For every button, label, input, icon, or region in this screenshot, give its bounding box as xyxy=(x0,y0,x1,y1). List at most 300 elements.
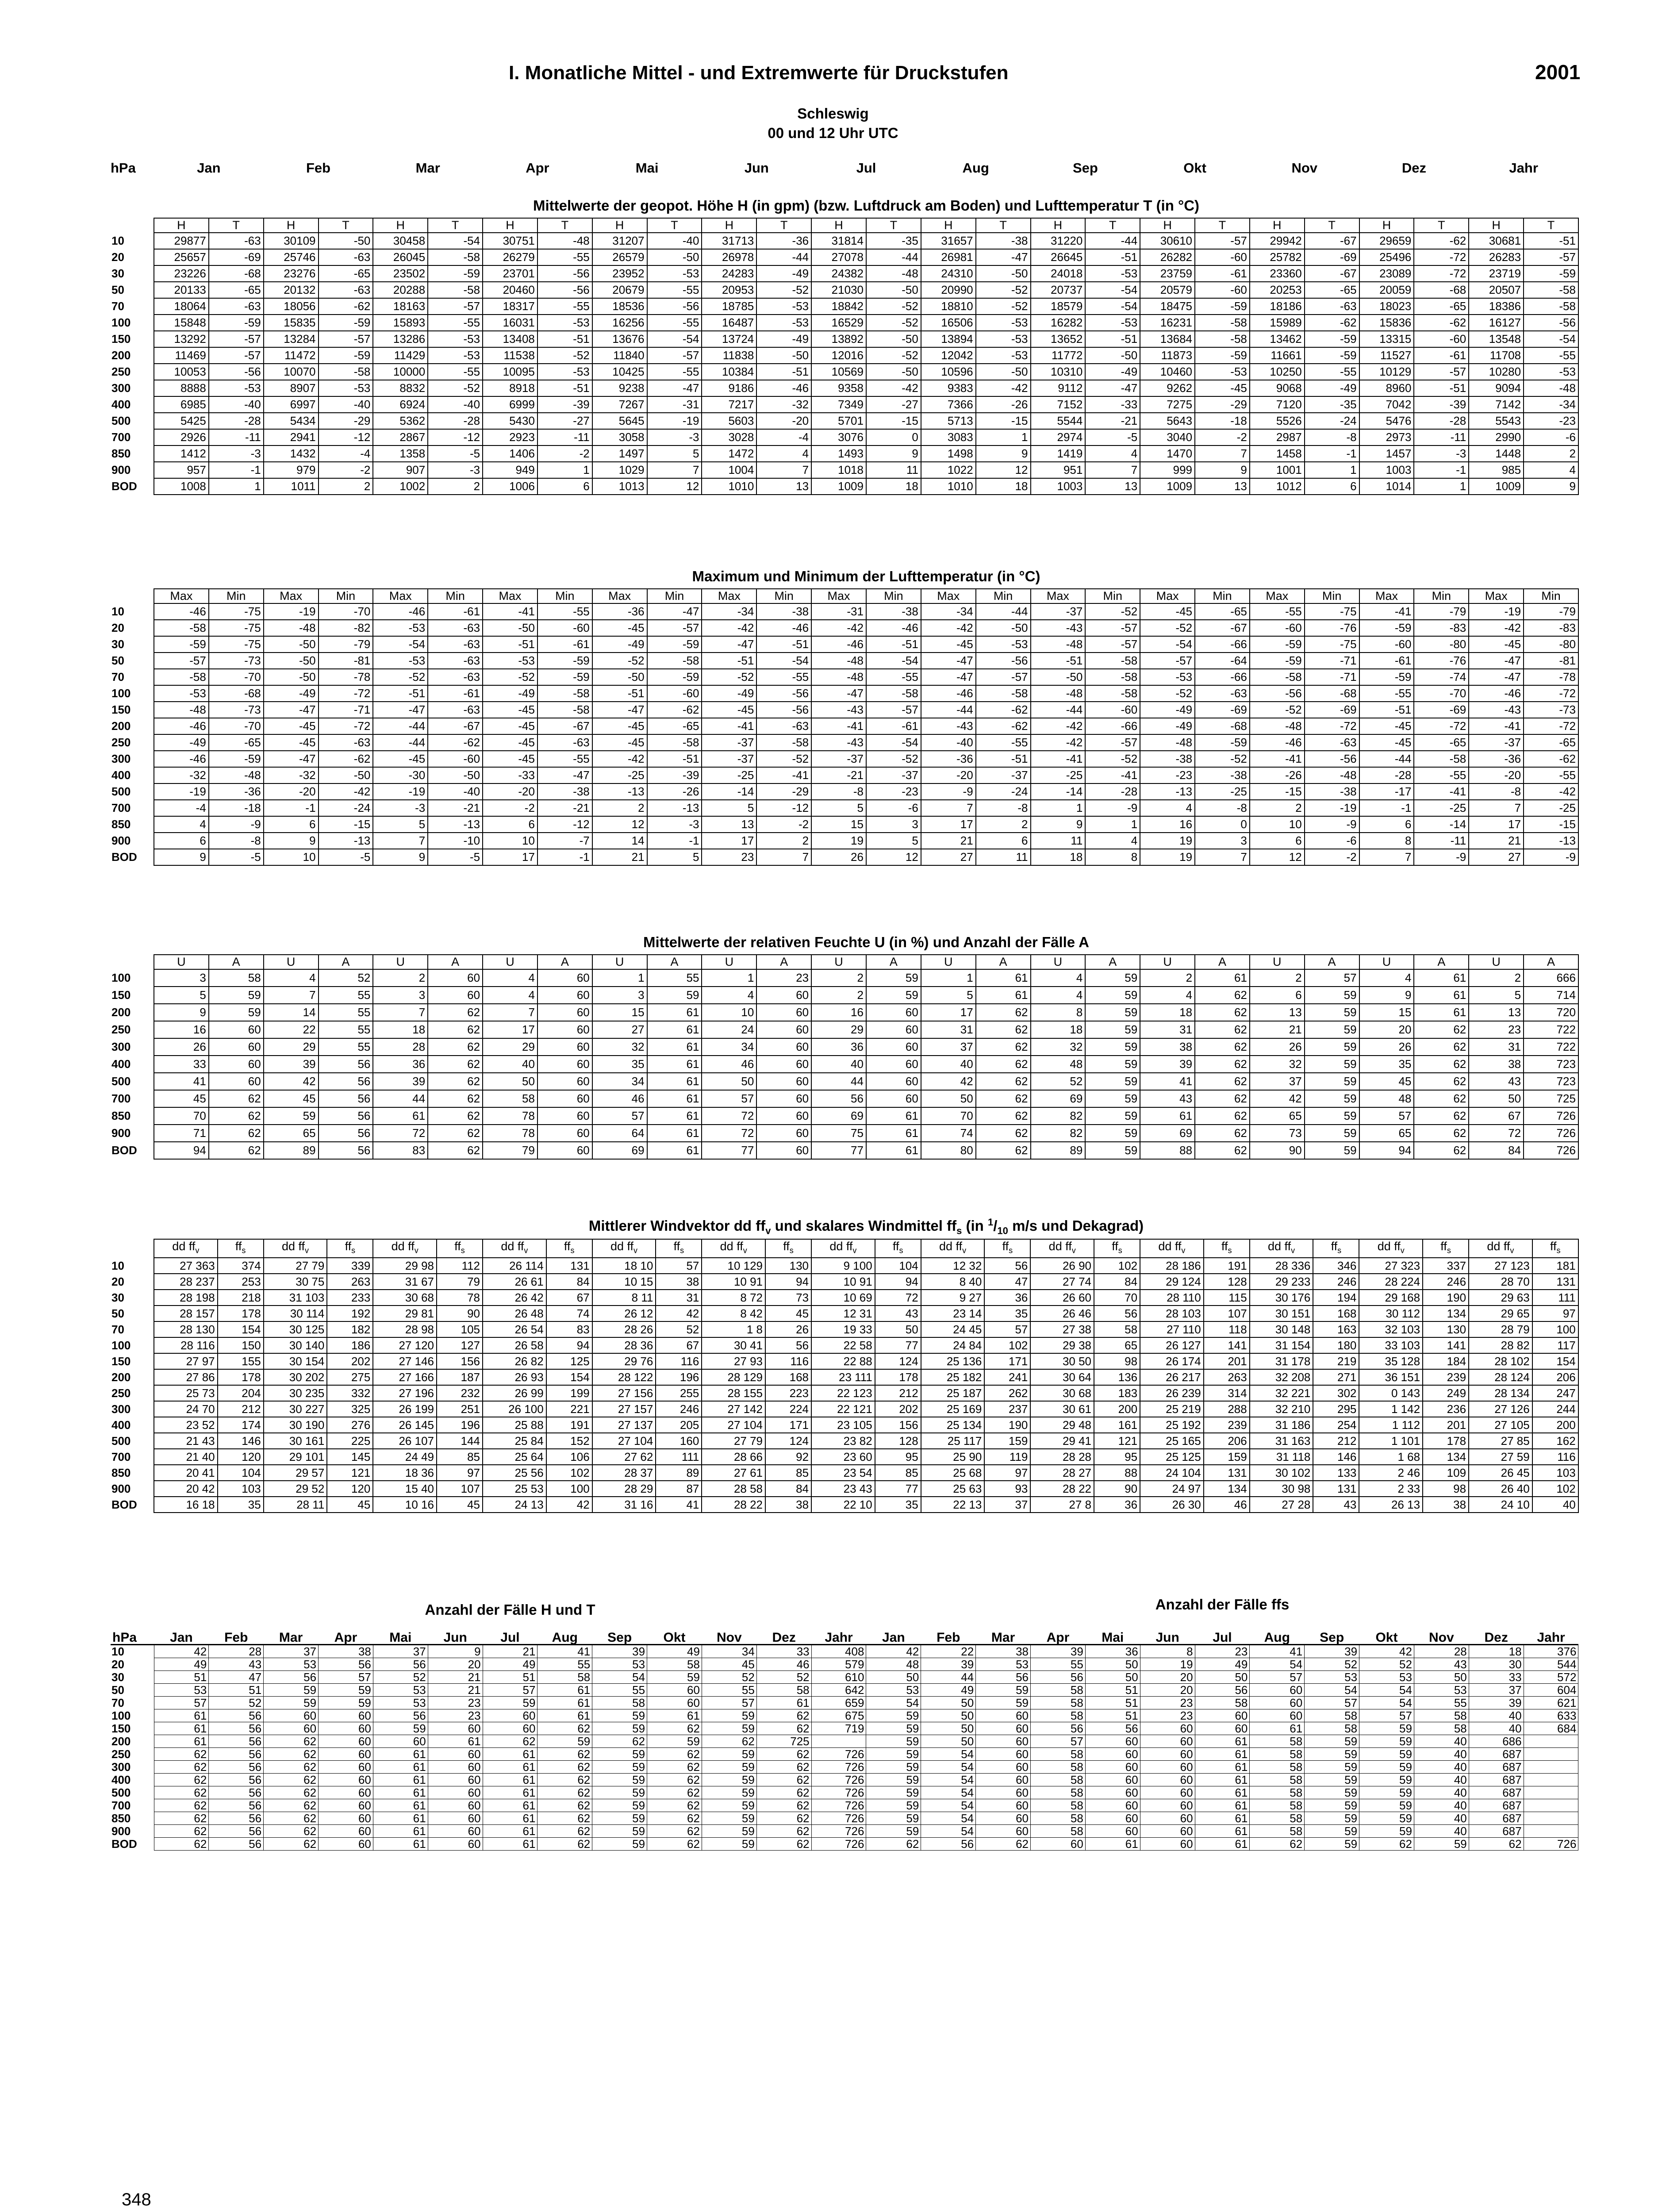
temp-ext-cell: -52 xyxy=(592,653,647,669)
wind-cell: 29 101 xyxy=(264,1449,327,1465)
table-row xyxy=(111,1774,1578,1786)
counts-ht-cell: 60 xyxy=(483,1722,537,1735)
geopot-cell: 20059 xyxy=(1359,282,1414,298)
counts-ffs-cell: 61 xyxy=(1195,1774,1250,1786)
geopot-cell: -60 xyxy=(1414,331,1469,347)
table-row xyxy=(111,1838,1578,1851)
geopot-cell: 25746 xyxy=(264,249,319,265)
geopot-temperature-table xyxy=(111,218,1579,495)
temp-ext-col-header: Min xyxy=(1414,589,1469,603)
geopot-cell: -52 xyxy=(428,380,483,396)
wind-cell: 254 xyxy=(1313,1417,1359,1433)
temp-ext-cell: -64 xyxy=(1195,653,1250,669)
temp-ext-cell: -6 xyxy=(866,800,921,816)
humidity-cell: 5 xyxy=(154,987,209,1004)
geopot-cell: 10000 xyxy=(373,364,428,380)
geopot-cell: -53 xyxy=(1524,364,1578,380)
counts-ffs-cell: 56 xyxy=(1031,1722,1086,1735)
wind-cell: 12 31 xyxy=(811,1306,875,1321)
counts-ht-cell: 62 xyxy=(154,1838,209,1851)
geopot-cell: 18785 xyxy=(702,298,756,315)
geopot-cell: 1406 xyxy=(483,445,537,462)
table-row xyxy=(111,298,1578,315)
geopot-cell: -5 xyxy=(1085,429,1140,445)
humidity-cell: 60 xyxy=(537,1107,592,1125)
table-row xyxy=(111,1449,1578,1465)
table-row xyxy=(111,1274,1578,1290)
wind-cell: 102 xyxy=(984,1337,1030,1353)
temp-ext-cell: 5 xyxy=(702,800,756,816)
geopot-cell: -56 xyxy=(537,265,592,282)
counts-ffs-cell: 61 xyxy=(1195,1825,1250,1838)
geopot-cell: -69 xyxy=(209,249,264,265)
counts-ffs-cell: 50 xyxy=(921,1697,976,1709)
counts-ht-cell: 62 xyxy=(756,1748,811,1761)
temp-ext-cell: -70 xyxy=(209,718,264,734)
wind-cell: 28 36 xyxy=(592,1337,656,1353)
humidity-cell: 18 xyxy=(373,1021,428,1038)
humidity-cell: 60 xyxy=(537,1090,592,1107)
humidity-cell: 62 xyxy=(1414,1090,1469,1107)
wind-level-label: 30 xyxy=(111,1291,124,1305)
humidity-cell: 4 xyxy=(1031,969,1086,987)
wind-cell: 28 336 xyxy=(1250,1258,1313,1274)
temp-ext-cell: 19 xyxy=(1140,849,1195,865)
wind-cell: 134 xyxy=(1423,1306,1469,1321)
temp-ext-cell: -30 xyxy=(373,767,428,783)
geopot-cell: 26981 xyxy=(921,249,976,265)
geopot-cell: -6 xyxy=(1524,429,1578,445)
humidity-cell: 62 xyxy=(1414,1142,1469,1159)
counts-ffs-cell: 58 xyxy=(1031,1748,1086,1761)
temp-ext-cell: -45 xyxy=(1140,603,1195,620)
wind-cell: 30 114 xyxy=(264,1306,327,1321)
wind-title-part-4: m/s und Dekagrad) xyxy=(1008,1217,1144,1234)
geopot-cell: 21030 xyxy=(811,282,866,298)
geopot-cell: 18064 xyxy=(154,298,209,315)
humidity-cell: 59 xyxy=(1305,1142,1359,1159)
wind-cell: 29 48 xyxy=(1030,1417,1094,1433)
humidity-cell: 32 xyxy=(592,1038,647,1056)
humidity-cell: 55 xyxy=(319,1004,373,1021)
wind-cell: 27 38 xyxy=(1030,1321,1094,1337)
temp-ext-cell: -52 xyxy=(1085,603,1140,620)
counts-ht-cell: 62 xyxy=(647,1838,702,1851)
counts-ffs-cell: 59 xyxy=(1305,1748,1359,1761)
wind-col-header-vector: dd $ff_v$ xyxy=(1469,1239,1532,1258)
temp-ext-cell: -12 xyxy=(756,800,811,816)
temp-ext-cell: -53 xyxy=(1140,669,1195,685)
geopot-cell: 1003 xyxy=(1031,478,1086,495)
temp-ext-cell: -50 xyxy=(1031,669,1086,685)
temp-ext-cell: -57 xyxy=(866,702,921,718)
counts-ffs-cell: 572 xyxy=(1524,1671,1578,1684)
humidity-cell: 60 xyxy=(866,1056,921,1073)
geopot-cell: 5425 xyxy=(154,413,209,429)
wind-title-denominator: 10 xyxy=(997,1225,1008,1237)
counts-ht-cell: 60 xyxy=(319,1799,373,1812)
geopot-cell: -53 xyxy=(756,298,811,315)
temp-ext-cell: -17 xyxy=(1359,783,1414,800)
geopot-cell: -18 xyxy=(1195,413,1250,429)
temp-ext-cell: -70 xyxy=(209,669,264,685)
counts-ht-cell: 57 xyxy=(154,1697,209,1709)
temp-ext-cell: -20 xyxy=(1469,767,1524,783)
table-row xyxy=(111,380,1578,396)
geopot-cell: 18023 xyxy=(1359,298,1414,315)
counts-level-label: 70 xyxy=(111,1696,124,1709)
humidity-cell: 60 xyxy=(209,1056,264,1073)
temp-ext-cell: 1 xyxy=(1085,816,1140,833)
temp-ext-cell: -44 xyxy=(976,603,1031,620)
geopot-cell: 1029 xyxy=(592,462,647,478)
temp-ext-cell: -45 xyxy=(1469,636,1524,653)
geopot-level-label: 30 xyxy=(111,267,124,280)
wind-cell: 121 xyxy=(327,1465,373,1481)
geopot-cell: 9094 xyxy=(1469,380,1524,396)
humidity-cell: 24 xyxy=(702,1021,756,1038)
geopot-cell: 11429 xyxy=(373,347,428,364)
geopot-cell: 9068 xyxy=(1250,380,1305,396)
geopot-cell: -52 xyxy=(866,298,921,315)
counts-ffs-cell: 60 xyxy=(1195,1709,1250,1722)
geopot-col-header: T xyxy=(209,218,264,233)
wind-cell: 104 xyxy=(218,1465,264,1481)
counts-ht-month-header: Mar xyxy=(264,1632,319,1645)
wind-level-label: 400 xyxy=(111,1418,131,1432)
geopot-cell: -44 xyxy=(756,249,811,265)
wind-cell: 27 105 xyxy=(1469,1417,1532,1433)
humidity-cell: 4 xyxy=(483,987,537,1004)
wind-cell: 73 xyxy=(765,1290,811,1306)
wind-cell: 90 xyxy=(1094,1481,1140,1497)
geopot-cell: -50 xyxy=(1085,347,1140,364)
geopot-cell: 4 xyxy=(756,445,811,462)
temp-ext-cell: -66 xyxy=(1085,718,1140,734)
temp-ext-cell: -21 xyxy=(428,800,483,816)
wind-cell: 156 xyxy=(437,1353,483,1369)
geopot-col-header: T xyxy=(1195,218,1250,233)
counts-ht-cell: 62 xyxy=(756,1709,811,1722)
temp-ext-cell: 8 xyxy=(1359,833,1414,849)
temp-ext-cell: -59 xyxy=(209,751,264,767)
geopot-cell: 29942 xyxy=(1250,233,1305,249)
geopot-cell: 9 xyxy=(976,445,1031,462)
year-label: 2001 xyxy=(1535,61,1581,84)
counts-ht-cell: 62 xyxy=(756,1838,811,1851)
wind-title-sub-s: s xyxy=(956,1225,962,1237)
humidity-cell: 56 xyxy=(319,1073,373,1090)
geopot-cell: 20132 xyxy=(264,282,319,298)
temp-ext-cell: -68 xyxy=(1195,718,1250,734)
counts-ffs-cell: 58 xyxy=(1250,1748,1305,1761)
humidity-cell: 62 xyxy=(428,1107,483,1125)
humidity-cell: 72 xyxy=(373,1125,428,1142)
wind-level-label: 10 xyxy=(111,1259,124,1273)
humidity-cell: 56 xyxy=(319,1125,373,1142)
humidity-cell: 31 xyxy=(921,1021,976,1038)
humidity-cell: 46 xyxy=(702,1056,756,1073)
geopot-cell: -67 xyxy=(1305,233,1359,249)
counts-ht-month-header: Okt xyxy=(647,1632,702,1645)
temp-ext-cell: -55 xyxy=(1414,767,1469,783)
wind-cell: 26 13 xyxy=(1359,1497,1423,1513)
temp-ext-cell: -46 xyxy=(154,603,209,620)
humidity-cell: 89 xyxy=(1031,1142,1086,1159)
geopot-cell: 10460 xyxy=(1140,364,1195,380)
wind-cell: 28 157 xyxy=(154,1306,218,1321)
humidity-col-header: U xyxy=(811,955,866,969)
geopot-cell: 11772 xyxy=(1031,347,1086,364)
geopot-cell: 15848 xyxy=(154,315,209,331)
humidity-level-label: 500 xyxy=(111,1075,131,1088)
wind-cell: 83 xyxy=(546,1321,592,1337)
humidity-cell: 720 xyxy=(1524,1004,1578,1021)
humidity-cell: 16 xyxy=(154,1021,209,1038)
temp-ext-cell: 26 xyxy=(811,849,866,865)
geopot-col-header: H xyxy=(921,218,976,233)
temp-ext-cell: -58 xyxy=(647,653,702,669)
counts-ht-cell: 21 xyxy=(483,1645,537,1658)
counts-ht-cell: 610 xyxy=(811,1671,866,1684)
wind-cell: 183 xyxy=(1094,1385,1140,1401)
wind-cell: 10 91 xyxy=(811,1274,875,1290)
counts-ht-cell: 38 xyxy=(319,1645,373,1658)
geopot-cell: -57 xyxy=(319,331,373,347)
wind-cell: 95 xyxy=(1094,1449,1140,1465)
humidity-cell: 61 xyxy=(647,1021,702,1038)
wind-cell: 302 xyxy=(1313,1385,1359,1401)
temp-ext-cell: -45 xyxy=(373,751,428,767)
wind-col-header-scalar: $ff_s$ xyxy=(1094,1239,1140,1258)
geopot-cell: 6 xyxy=(537,478,592,495)
humidity-cell: 58 xyxy=(483,1090,537,1107)
humidity-col-header: U xyxy=(483,955,537,969)
temp-ext-cell: -80 xyxy=(1524,636,1578,653)
geopot-cell: -29 xyxy=(1195,396,1250,413)
temp-ext-cell: -58 xyxy=(1085,669,1140,685)
temp-ext-cell: 6 xyxy=(1250,833,1305,849)
counts-ht-cell: 62 xyxy=(154,1786,209,1799)
wind-cell: 30 176 xyxy=(1250,1290,1313,1306)
temp-ext-cell: -72 xyxy=(319,718,373,734)
geopot-cell: -55 xyxy=(537,249,592,265)
counts-ht-cell: 62 xyxy=(154,1799,209,1812)
wind-cell: 22 123 xyxy=(811,1385,875,1401)
geopot-cell: 949 xyxy=(483,462,537,478)
wind-cell: 29 57 xyxy=(264,1465,327,1481)
wind-cell: 28 58 xyxy=(702,1481,765,1497)
geopot-cell: 1432 xyxy=(264,445,319,462)
table-row xyxy=(111,1709,1578,1722)
temp-ext-cell: -51 xyxy=(702,653,756,669)
temp-ext-cell: -20 xyxy=(483,783,537,800)
counts-ht-cell: 60 xyxy=(428,1838,483,1851)
temp-ext-cell: -63 xyxy=(319,734,373,751)
temp-ext-cell: 12 xyxy=(1250,849,1305,865)
counts-ht-cell: 56 xyxy=(209,1799,264,1812)
humidity-cell: 65 xyxy=(1250,1107,1305,1125)
wind-cell: 26 12 xyxy=(592,1306,656,1321)
geopot-cell: -40 xyxy=(428,396,483,413)
wind-cell: 201 xyxy=(1423,1417,1469,1433)
counts-ht-cell: 726 xyxy=(811,1786,866,1799)
temp-ext-cell: -8 xyxy=(1195,800,1250,816)
geopot-col-header: T xyxy=(1085,218,1140,233)
temp-ext-cell: -63 xyxy=(756,718,811,734)
humidity-cell: 2 xyxy=(811,969,866,987)
geopot-cell: -55 xyxy=(647,364,702,380)
geopot-cell: 6997 xyxy=(264,396,319,413)
counts-ht-cell: 61 xyxy=(483,1774,537,1786)
humidity-cell: 726 xyxy=(1524,1107,1578,1125)
wind-cell: 28 37 xyxy=(592,1465,656,1481)
counts-ht-cell: 49 xyxy=(647,1645,702,1658)
counts-ht-cell: 726 xyxy=(811,1774,866,1786)
wind-cell: 112 xyxy=(437,1258,483,1274)
temp-ext-cell: -26 xyxy=(647,783,702,800)
geopot-cell: -63 xyxy=(209,298,264,315)
counts-ffs-cell: 20 xyxy=(1140,1684,1195,1697)
wind-cell: 41 xyxy=(656,1497,702,1513)
geopot-cell: 24310 xyxy=(921,265,976,282)
geopot-cell: 13548 xyxy=(1469,331,1524,347)
temp-ext-col-header: Min xyxy=(1524,589,1578,603)
geopot-cell: 18536 xyxy=(592,298,647,315)
counts-ht-cell: 53 xyxy=(592,1658,647,1671)
counts-ht-month-header: Nov xyxy=(702,1632,756,1645)
humidity-cell: 29 xyxy=(811,1021,866,1038)
humidity-cell: 4 xyxy=(1140,987,1195,1004)
temp-ext-cell: -41 xyxy=(811,718,866,734)
humidity-cell: 27 xyxy=(592,1021,647,1038)
counts-level-label: 900 xyxy=(111,1824,131,1838)
wind-cell: 23 60 xyxy=(811,1449,875,1465)
temp-ext-cell: -36 xyxy=(1469,751,1524,767)
geopot-col-header: H xyxy=(1469,218,1524,233)
counts-ht-cell: 33 xyxy=(756,1645,811,1658)
humidity-cell: 78 xyxy=(483,1107,537,1125)
counts-ffs-cell: 58 xyxy=(1031,1799,1086,1812)
wind-cell: 29 52 xyxy=(264,1481,327,1497)
geopot-cell: 4 xyxy=(1085,445,1140,462)
temp-ext-cell: -14 xyxy=(1031,783,1086,800)
counts-level-label: 150 xyxy=(111,1722,131,1735)
wind-cell: 10 16 xyxy=(373,1497,437,1513)
counts-ffs-cell: 58 xyxy=(1031,1684,1086,1697)
counts-ht-cell: 59 xyxy=(264,1684,319,1697)
geopot-col-header: T xyxy=(1414,218,1469,233)
counts-ffs-month-header: Apr xyxy=(1031,1632,1086,1645)
temp-ext-cell: -55 xyxy=(756,669,811,685)
wind-cell: 57 xyxy=(984,1321,1030,1337)
counts-ht-cell: 60 xyxy=(319,1748,373,1761)
geopot-cell: -53 xyxy=(756,315,811,331)
wind-cell: 337 xyxy=(1423,1258,1469,1274)
temp-ext-cell: -42 xyxy=(319,783,373,800)
geopot-cell: 20990 xyxy=(921,282,976,298)
counts-ht-cell: 55 xyxy=(702,1684,756,1697)
temp-ext-cell: -8 xyxy=(1469,783,1524,800)
counts-ht-cell: 62 xyxy=(647,1825,702,1838)
counts-ffs-month-header: Jun xyxy=(1140,1632,1195,1645)
humidity-cell: 32 xyxy=(1250,1056,1305,1073)
counts-ht-cell: 39 xyxy=(592,1645,647,1658)
geopot-col-header: H xyxy=(592,218,647,233)
humidity-cell: 59 xyxy=(866,969,921,987)
humidity-cell: 35 xyxy=(592,1056,647,1073)
wind-cell: 24 70 xyxy=(154,1401,218,1417)
counts-ffs-cell: 40 xyxy=(1414,1748,1469,1761)
wind-col-header-scalar: $ff_s$ xyxy=(546,1239,592,1258)
wind-cell: 168 xyxy=(1313,1306,1359,1321)
geopot-cell: -20 xyxy=(756,413,811,429)
geopot-cell: 10596 xyxy=(921,364,976,380)
counts-ffs-cell: 59 xyxy=(866,1761,921,1774)
temp-ext-cell: -3 xyxy=(647,816,702,833)
wind-cell: 146 xyxy=(218,1433,264,1449)
humidity-cell: 62 xyxy=(209,1107,264,1125)
counts-ffs-cell: 22 xyxy=(921,1645,976,1658)
temp-ext-cell: -70 xyxy=(319,603,373,620)
temp-ext-cell: -41 xyxy=(1250,751,1305,767)
temp-ext-cell: -15 xyxy=(1524,816,1578,833)
geopot-cell: 5645 xyxy=(592,413,647,429)
wind-cell: 67 xyxy=(656,1337,702,1353)
wind-cell: 212 xyxy=(1313,1433,1359,1449)
counts-ffs-cell: 60 xyxy=(1140,1838,1195,1851)
wind-cell: 1 8 xyxy=(702,1321,765,1337)
geopot-cell: 1497 xyxy=(592,445,647,462)
wind-col-header-scalar: $ff_s$ xyxy=(218,1239,264,1258)
temp-ext-cell: -38 xyxy=(866,603,921,620)
counts-ffs-cell: 61 xyxy=(1085,1838,1140,1851)
temp-ext-cell: -25 xyxy=(1414,800,1469,816)
counts-ffs-cell: 621 xyxy=(1524,1697,1578,1709)
wind-cell: 128 xyxy=(1204,1274,1250,1290)
temp-ext-cell: -28 xyxy=(1359,767,1414,783)
wind-cell: 56 xyxy=(765,1337,811,1353)
counts-ffs-cell: 58 xyxy=(1031,1825,1086,1838)
geopot-cell: -52 xyxy=(976,282,1031,298)
counts-ht-cell: 579 xyxy=(811,1658,866,1671)
geopot-cell: -36 xyxy=(756,233,811,249)
geopot-cell: 1448 xyxy=(1469,445,1524,462)
wind-cell: 146 xyxy=(1313,1449,1359,1465)
geopot-cell: 7366 xyxy=(921,396,976,413)
geopot-cell: -58 xyxy=(1524,298,1578,315)
humidity-cell: 44 xyxy=(811,1073,866,1090)
geopot-cell: -57 xyxy=(209,347,264,364)
wind-cell: 106 xyxy=(546,1449,592,1465)
humidity-cell: 58 xyxy=(209,969,264,987)
counts-ht-cell: 62 xyxy=(264,1774,319,1786)
temp-ext-cell: -66 xyxy=(1195,636,1250,653)
wind-col-header-vector: dd $ff_v$ xyxy=(1140,1239,1204,1258)
geopot-cell: 15989 xyxy=(1250,315,1305,331)
humidity-level-label: BOD xyxy=(111,1144,137,1157)
counts-ht-month-header: Aug xyxy=(537,1632,592,1645)
temp-ext-cell: -46 xyxy=(154,751,209,767)
wind-cell: 27 85 xyxy=(1469,1433,1532,1449)
wind-cell: 32 210 xyxy=(1250,1401,1313,1417)
wind-cell: 141 xyxy=(1423,1337,1469,1353)
counts-ht-cell: 47 xyxy=(209,1671,264,1684)
humidity-col-header: A xyxy=(428,955,483,969)
humidity-cell: 61 xyxy=(647,1056,702,1073)
humidity-cell: 714 xyxy=(1524,987,1578,1004)
geopot-cell: -57 xyxy=(428,298,483,315)
